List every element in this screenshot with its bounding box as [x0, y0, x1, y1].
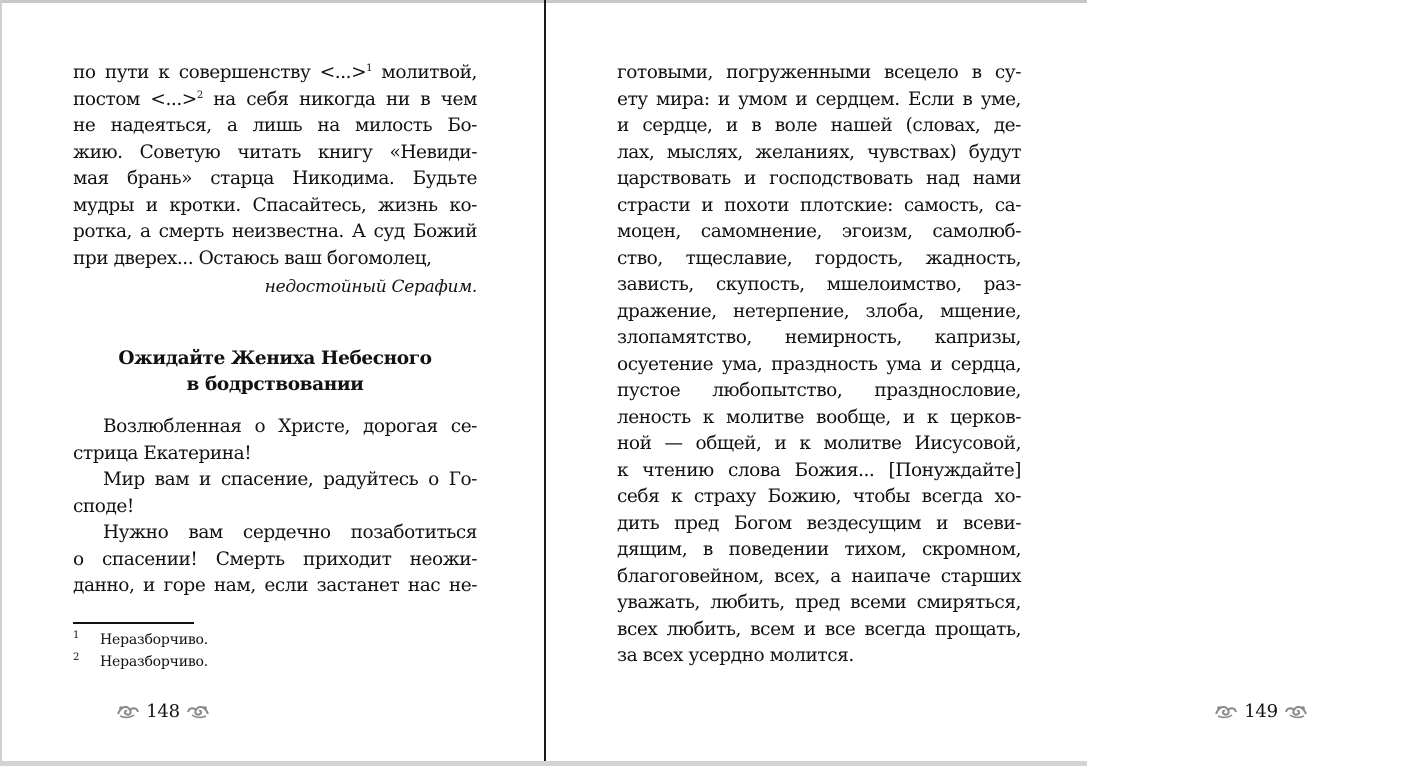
text-line: моцен, самомнение, эгоизм, самолюб- — [617, 221, 1021, 242]
signature: недостойный Серафим. — [264, 277, 477, 297]
text-line: Возлюбленная о Христе, дорогая се- — [103, 416, 477, 437]
footnote — [73, 629, 477, 651]
text-line: дить пред Богом вездесущим и всеви- — [617, 512, 1021, 534]
right-page-text — [617, 60, 1021, 670]
text-line: за всех усердно молится. — [617, 645, 854, 666]
text-line: пустое любопытство, празднословие, — [617, 380, 1021, 401]
text-fragment: мудры и кротки. Спасайтесь, жизнь ко- — [73, 194, 477, 216]
heading-line-1: Ожидайте Жениха Небесного — [118, 348, 432, 369]
text-line — [73, 166, 477, 193]
text-line: стрица Екатерина! — [73, 442, 252, 464]
heading-line-2: в бодрствовании — [186, 374, 364, 395]
text-line: себя к страху Божию, чтобы всегда хо- — [617, 486, 1021, 507]
page-number-149 — [1102, 699, 1420, 723]
text-fragment: ротка, а смерть неизвестна. А суд Божий — [73, 221, 477, 242]
text-line: ство, тщеславие, гордость, жадность, — [617, 247, 1021, 269]
leaf-scroll-ornament-icon — [1284, 702, 1308, 720]
text-line — [73, 113, 477, 140]
text-line: Нужно вам сердечно позаботиться — [103, 522, 477, 543]
text-line: ету мира: и умом и сердцем. Если в уме, — [617, 88, 1021, 110]
page-number-148 — [4, 699, 322, 723]
text-line: к чтению слова Божия... [Понуждайте] — [617, 459, 1021, 481]
text-line: и сердце, и в воле нашей (словах, де- — [617, 115, 1021, 136]
text-line: готовыми, погруженными всецело в су- — [617, 62, 1021, 83]
leaf-scroll-ornament-icon — [116, 702, 140, 720]
section-heading — [73, 346, 477, 398]
text-line: ной — общей, и к молитве Иисусовой, — [617, 433, 1021, 454]
text-line: зависть, скупость, мшелоимство, раз- — [617, 274, 1021, 295]
text-line: дящим, в поведении тихом, скромном, — [617, 539, 1021, 560]
page-number: 149 — [1244, 700, 1278, 722]
text-line: осуетение ума, праздность ума и сердца, — [617, 353, 1021, 375]
letter-body-text — [73, 414, 477, 600]
footnote-number: 1 — [73, 630, 80, 641]
text-line — [73, 140, 477, 167]
text-line: царствовать и господствовать над нами — [617, 168, 1021, 189]
text-fragment: на себя никогда ни в чем — [202, 88, 477, 110]
text-line — [73, 60, 477, 87]
text-line: благоговейном, всех, а наипаче старших — [617, 565, 1021, 587]
text-line: споде! — [73, 495, 134, 517]
text-fragment: мая брань» старца Никодима. Будьте — [73, 168, 477, 189]
text-line: страсти и похоти плотские: самость, са- — [617, 194, 1021, 216]
text-fragment: жию. Советую читать книгу «Невиди- — [73, 141, 477, 163]
leaf-scroll-ornament-icon — [1214, 702, 1238, 720]
text-line — [73, 193, 477, 220]
text-fragment: по пути к совершенству <...> — [73, 62, 367, 83]
text-line: Мир вам и спасение, радуйтесь о Го- — [103, 469, 477, 490]
text-line: лах, мыслях, желаниях, чувствах) будут — [617, 141, 1021, 163]
text-fragment: молитвой, — [372, 62, 477, 83]
footnote-marker: 2 — [196, 89, 203, 101]
text-line: уважать, любить, пред всеми смиряться, — [617, 592, 1021, 613]
footnote — [73, 651, 477, 673]
text-fragment: не надеяться, а лишь на милость Бо- — [73, 115, 477, 136]
footnote-text: Неразборчиво. — [100, 654, 209, 670]
footnote-text: Неразборчиво. — [100, 632, 209, 648]
text-line — [73, 87, 477, 114]
text-line: всех любить, всем и все всегда прощать, — [617, 618, 1021, 640]
left-page — [2, 0, 544, 766]
footnotes — [73, 629, 477, 673]
text-line — [73, 219, 477, 246]
text-line — [73, 246, 477, 273]
right-page — [546, 0, 1278, 766]
text-line: дражение, нетерпение, злоба, мщение, — [617, 300, 1021, 322]
text-fragment: постом <...> — [73, 88, 197, 110]
footnote-rule — [73, 622, 194, 624]
text-line: о спасении! Смерть приходит неожи- — [73, 548, 477, 570]
text-line: леность к молитве вообще, и к церков- — [617, 406, 1021, 428]
text-line: злопамятство, немирность, капризы, — [617, 327, 1021, 348]
left-continuation-text — [73, 60, 477, 299]
page-number: 148 — [146, 700, 180, 722]
text-fragment: при дверех... Остаюсь ваш богомолец, — [73, 247, 432, 269]
text-line: данно, и горе нам, если застанет нас не- — [73, 575, 477, 596]
leaf-scroll-ornament-icon — [186, 702, 210, 720]
footnote-number: 2 — [73, 652, 80, 663]
footnote-marker: 1 — [366, 63, 373, 74]
